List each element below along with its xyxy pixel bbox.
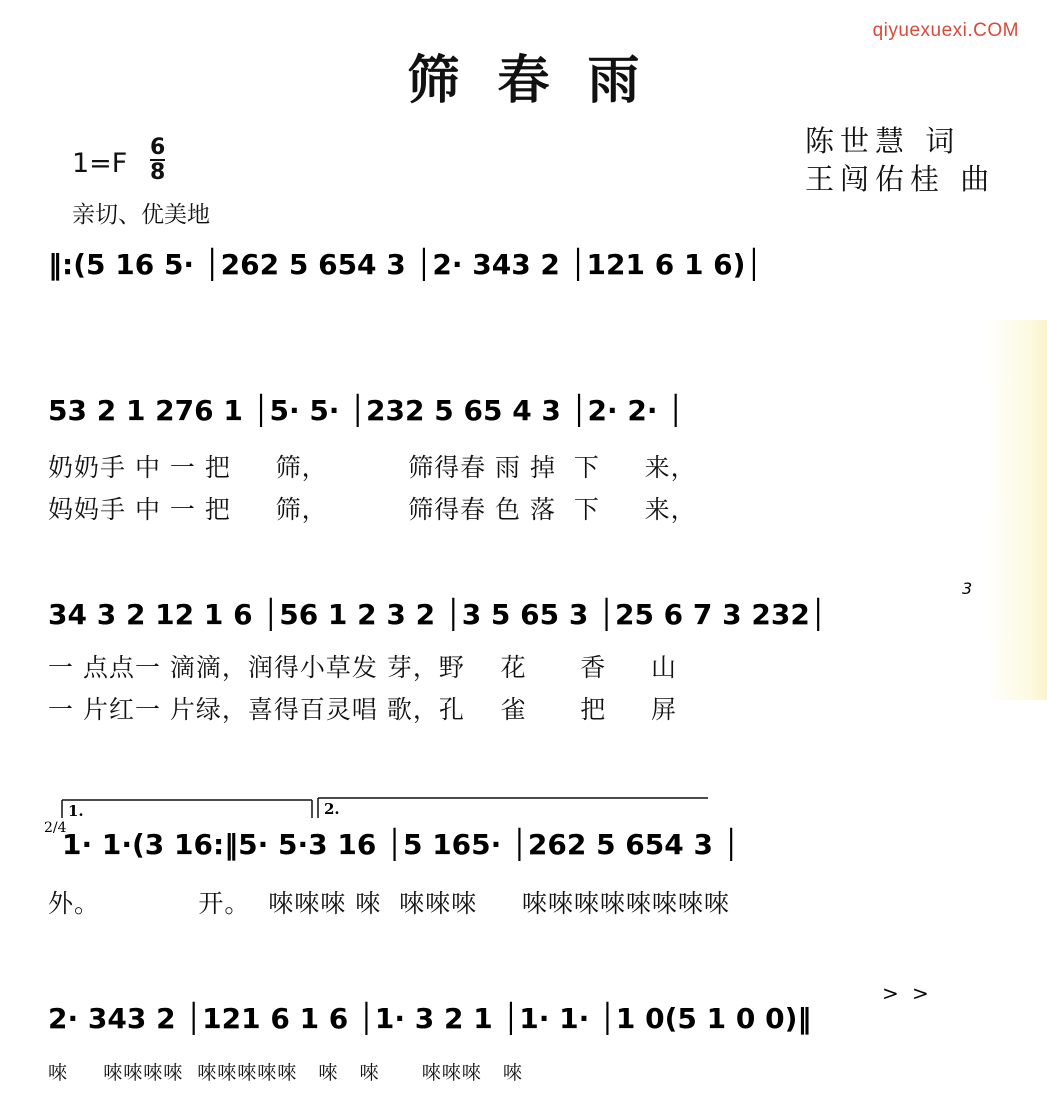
notes-line-1: ‖:(5 16 5· │262 5 654 3 │2· 343 2 │121 6 1 6)│ (48, 248, 763, 281)
triplet-mark: 3 (962, 582, 973, 598)
meter-bottom: 8 (150, 160, 166, 185)
site-watermark: qiyuexuexi.COM (872, 20, 1019, 41)
volta-2: 2. (324, 800, 340, 818)
lyric-line-3b: 一 片红一 片绿，喜得百灵唱 歌，孔 雀 把 屏 (48, 695, 678, 724)
accent-1: > (882, 986, 899, 1005)
volta-1: 1. (68, 802, 84, 820)
meter-top: 6 (150, 135, 166, 160)
notes-line-5: 2· 343 2 │121 6 1 6 │1· 3 2 1 │1· 1· │1 0(5 1 0 0)‖ (48, 1002, 812, 1035)
notes-line-2: 53 2 1 276 1 │5· 5· │232 5 65 4 3 │2· 2· │ (48, 394, 685, 427)
stave-line-1 (0, 232, 1047, 322)
lyricist: 陈世慧 词 (805, 124, 961, 158)
tempo-marking: 亲切、优美地 (72, 202, 210, 228)
notes-line-3: 34 3 2 12 1 6 │56 1 2 3 2 │3 5 65 3 │25 6 7 3 232│ (48, 598, 827, 631)
notes-line-4: 1· 1·(3 16:‖5· 5·3 16 │5 165· │262 5 654 3 │ (62, 828, 740, 861)
composer: 王闯佑桂 曲 (805, 162, 996, 196)
notation-line-4 (0, 794, 1047, 884)
lyric-line-4: 外。 开。 唻唻唻 唻 唻唻唻 唻唻唻唻唻唻唻唻 (48, 889, 730, 918)
notation-line-1 (0, 232, 1047, 322)
lyric-line-5: 唻 唻唻唻唻 唻唻唻唻唻 唻 唻 唻唻唻 唻 (48, 1062, 523, 1084)
stave-line-4 (0, 794, 1047, 884)
meter-change: 2/4 (44, 820, 67, 836)
lyric-line-3a: 一 点点一 滴滴，润得小草发 芽，野 花 香 山 (48, 653, 678, 682)
key-signature: 1=F (72, 148, 128, 179)
accent-2: > (912, 986, 929, 1005)
lyric-line-2b: 妈妈手 中 一 把 筛， 筛得春 色 落 下 来， (48, 495, 697, 524)
credits (805, 122, 995, 198)
time-signature (150, 136, 165, 184)
lyric-line-2a: 奶奶手 中 一 把 筛， 筛得春 雨 掉 下 来， (48, 453, 697, 482)
song-title: 筛春雨 (407, 50, 678, 111)
